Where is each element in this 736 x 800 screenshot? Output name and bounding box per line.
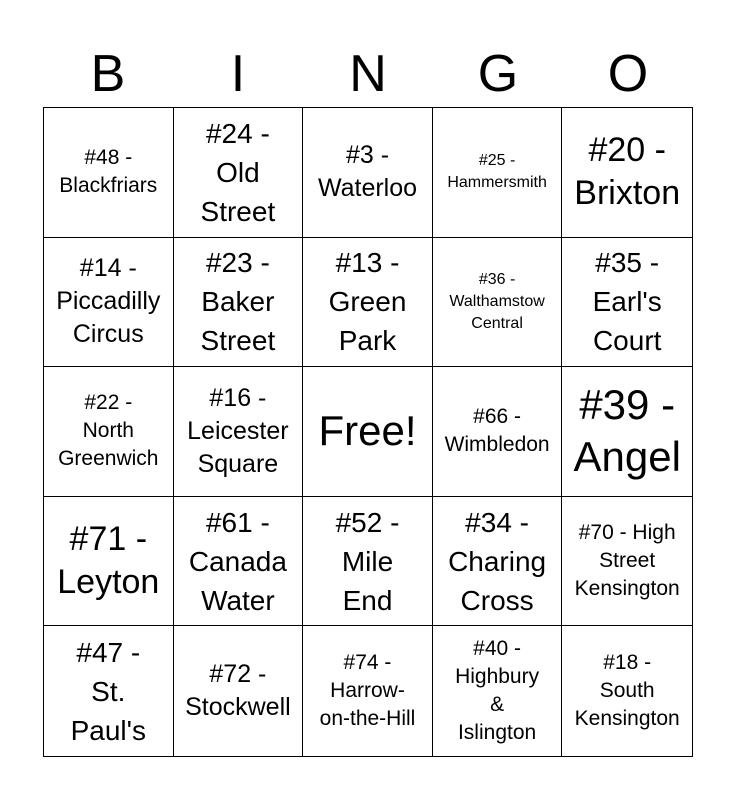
bingo-cell[interactable] xyxy=(174,626,304,756)
header-letter-n: N xyxy=(349,45,387,103)
cell-text: #35 - Earl's Court xyxy=(592,247,662,357)
bingo-cell[interactable] xyxy=(44,497,174,627)
bingo-cell[interactable] xyxy=(433,108,563,238)
header-letter-b: B xyxy=(90,45,126,103)
cell-text: #18 - South Kensington xyxy=(574,651,680,731)
cell-text: #48 - Blackfriars xyxy=(59,146,158,198)
bingo-cell[interactable] xyxy=(44,238,174,368)
bingo-cell[interactable] xyxy=(174,367,304,497)
cell-text: #72 - Stockwell xyxy=(185,660,291,722)
cell-text: #23 - Baker Street xyxy=(200,247,276,357)
cell-text: #39 - Angel xyxy=(573,381,681,481)
bingo-cell[interactable] xyxy=(433,497,563,627)
cell-text: #16 - Leicester Square xyxy=(187,383,289,478)
cell-text: #24 - Old Street xyxy=(200,117,276,227)
bingo-cell[interactable] xyxy=(174,108,304,238)
cell-text: #66 - Wimbledon xyxy=(444,405,550,457)
cell-text: #13 - Green Park xyxy=(328,247,407,357)
bingo-cell[interactable] xyxy=(303,497,433,627)
bingo-cell[interactable] xyxy=(562,238,692,368)
cell-text: #22 - North Greenwich xyxy=(58,391,159,471)
bingo-cell[interactable] xyxy=(562,367,692,497)
bingo-cell[interactable] xyxy=(303,108,433,238)
cell-text: #52 - Mile End xyxy=(335,506,400,616)
bingo-cell[interactable] xyxy=(433,626,563,756)
bingo-card xyxy=(43,107,693,757)
header-letter-i: I xyxy=(230,45,246,103)
cell-text: #25 - Hammersmith xyxy=(447,152,547,192)
cell-text: #71 - Leyton xyxy=(57,520,160,602)
cell-text: #40 - Highbury & Islington xyxy=(455,637,540,745)
cell-text: #3 - Waterloo xyxy=(317,141,418,203)
bingo-cell[interactable] xyxy=(174,238,304,368)
bingo-cell[interactable] xyxy=(174,497,304,627)
bingo-cell[interactable] xyxy=(433,367,563,497)
cell-text: #14 - Piccadilly Circus xyxy=(56,254,161,349)
free-space-cell[interactable] xyxy=(303,367,433,497)
bingo-cell[interactable] xyxy=(303,238,433,368)
bingo-cell[interactable] xyxy=(562,497,692,627)
cell-text: #36 - Walthamstow Central xyxy=(449,270,545,332)
bingo-cell[interactable] xyxy=(44,626,174,756)
bingo-header xyxy=(43,40,693,108)
cell-text: #20 - Brixton xyxy=(574,131,681,213)
header-letter-o: O xyxy=(607,45,649,103)
cell-text: #47 - St. Paul's xyxy=(70,636,146,746)
bingo-cell[interactable] xyxy=(562,626,692,756)
bingo-cell[interactable] xyxy=(562,108,692,238)
bingo-cell[interactable] xyxy=(44,367,174,497)
bingo-cell[interactable] xyxy=(303,626,433,756)
cell-text: #74 - Harrow- on-the-Hill xyxy=(319,651,416,731)
cell-text: #34 - Charing Cross xyxy=(448,506,547,616)
bingo-cell[interactable] xyxy=(433,238,563,368)
bingo-cell[interactable] xyxy=(44,108,174,238)
free-space-text: Free! xyxy=(318,407,417,455)
header-letter-g: G xyxy=(477,45,519,103)
cell-text: #61 - Canada Water xyxy=(188,506,287,616)
cell-text: #70 - High Street Kensington xyxy=(574,521,680,601)
